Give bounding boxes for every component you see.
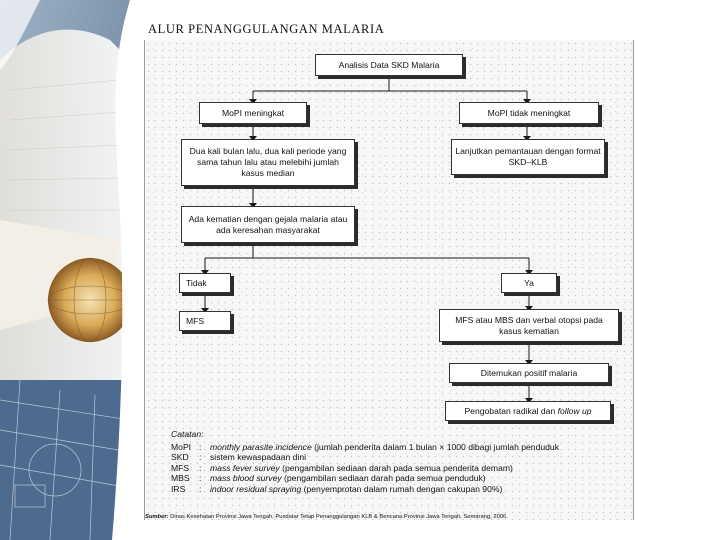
box-kematian-keresahan-text: Ada kematian dengan gejala malaria atau ada keresahan masyarakat (188, 213, 348, 235)
note-definition (210, 463, 629, 474)
note-abbr: MoPI (171, 441, 192, 452)
note-colon: : (199, 483, 202, 494)
slide-title: ALUR PENANGGULANGAN MALARIA (148, 22, 385, 36)
box-dua-kali-kasus-median-text: Dua kali bulan lalu, dua kali periode yang sama tahun lalu atau melebihi jumlah kasus median (189, 146, 347, 178)
box-ya (501, 273, 557, 293)
note-colon: : (199, 462, 202, 473)
note-colon: : (199, 441, 202, 452)
note-abbr: SKD (171, 452, 189, 463)
box-pengobatan-radikal (445, 401, 611, 421)
note-colon: : (199, 473, 202, 484)
note-term: mass blood survey (210, 473, 282, 484)
source-text: Dinas Kesehatan Provinsi Jawa Tengah, Pusdatar Tetap Penanggulangan KLB & Bencana Provinsi Jawa Tengah, Semarang, 2006. (168, 514, 508, 520)
note-abbr: IRS (171, 483, 186, 494)
note-desc: sistem kewaspadaan dini (210, 452, 307, 463)
flowchart-document (144, 40, 634, 520)
left-decorative-background (0, 0, 130, 540)
box-tidak-text: Tidak (186, 277, 207, 288)
box-dua-kali-kasus-median (181, 139, 355, 186)
box-mopi-meningkat-text: MoPI meningkat (221, 107, 285, 118)
notes-heading: Catatan: (171, 429, 204, 439)
note-term: mass fever survey (210, 462, 280, 473)
note-definition (210, 452, 629, 463)
note-desc: (jumlah penderita dalam 1 bulan × 1000 dibagi jumlah penduduk (311, 441, 559, 452)
note-definition (210, 442, 629, 453)
box-mopi-meningkat (199, 102, 307, 124)
notes-section (171, 429, 629, 495)
box-lanjutkan-pemantauan (451, 139, 605, 175)
box-ditemukan-positif-text: Ditemukan positif malaria (480, 367, 578, 378)
pengobatan-radikal-label: Pengobatan radikal dan (464, 405, 556, 416)
note-abbr: MFS (171, 462, 190, 473)
note-definition (210, 473, 629, 484)
source-label: Sumber: (145, 514, 169, 520)
box-analisis-data-skd-text: Analisis Data SKD Malaria (338, 59, 440, 70)
note-colon: : (199, 452, 202, 463)
note-abbr: MBS (171, 473, 190, 484)
box-ditemukan-positif (449, 363, 609, 383)
note-term: monthly parasite incidence (210, 441, 312, 452)
note-row-irs (171, 484, 629, 495)
box-mfs-mbs-verbal-otopsi-text: MFS atau MBS dan verbal otopsi pada kasus kematian (455, 314, 603, 336)
note-row-mopi (171, 442, 629, 453)
note-row-mbs (171, 473, 629, 484)
box-kematian-keresahan (181, 206, 355, 243)
box-mopi-tidak-meningkat-text: MoPI tidak meningkat (487, 107, 571, 118)
follow-up-label: follow up (557, 405, 592, 416)
box-pengobatan-radikal-text (464, 406, 591, 417)
note-desc: (penyemprotan dalam rumah dengan cakupan 90%) (301, 483, 503, 494)
box-mopi-tidak-meningkat (459, 102, 599, 124)
note-desc: (pengambilan sediaan darah pada semua penderita demam) (279, 462, 513, 473)
source-citation (145, 514, 635, 520)
note-row-skd (171, 452, 629, 463)
note-definition (210, 484, 629, 495)
note-row-mfs (171, 463, 629, 474)
box-analisis-data-skd (315, 54, 463, 76)
box-lanjutkan-pemantauan-text: Lanjutkan pemantauan dengan format SKD–KLB (455, 146, 601, 167)
box-tidak (179, 273, 231, 293)
box-mfs-mbs-verbal-otopsi (439, 309, 619, 342)
note-term: indoor residual spraying (210, 483, 302, 494)
box-mfs (179, 311, 231, 331)
box-mfs-text: MFS (186, 315, 205, 326)
note-desc: (pengambilan sediaan darah pada semua penduduk) (281, 473, 486, 484)
box-ya-text: Ya (524, 277, 534, 288)
